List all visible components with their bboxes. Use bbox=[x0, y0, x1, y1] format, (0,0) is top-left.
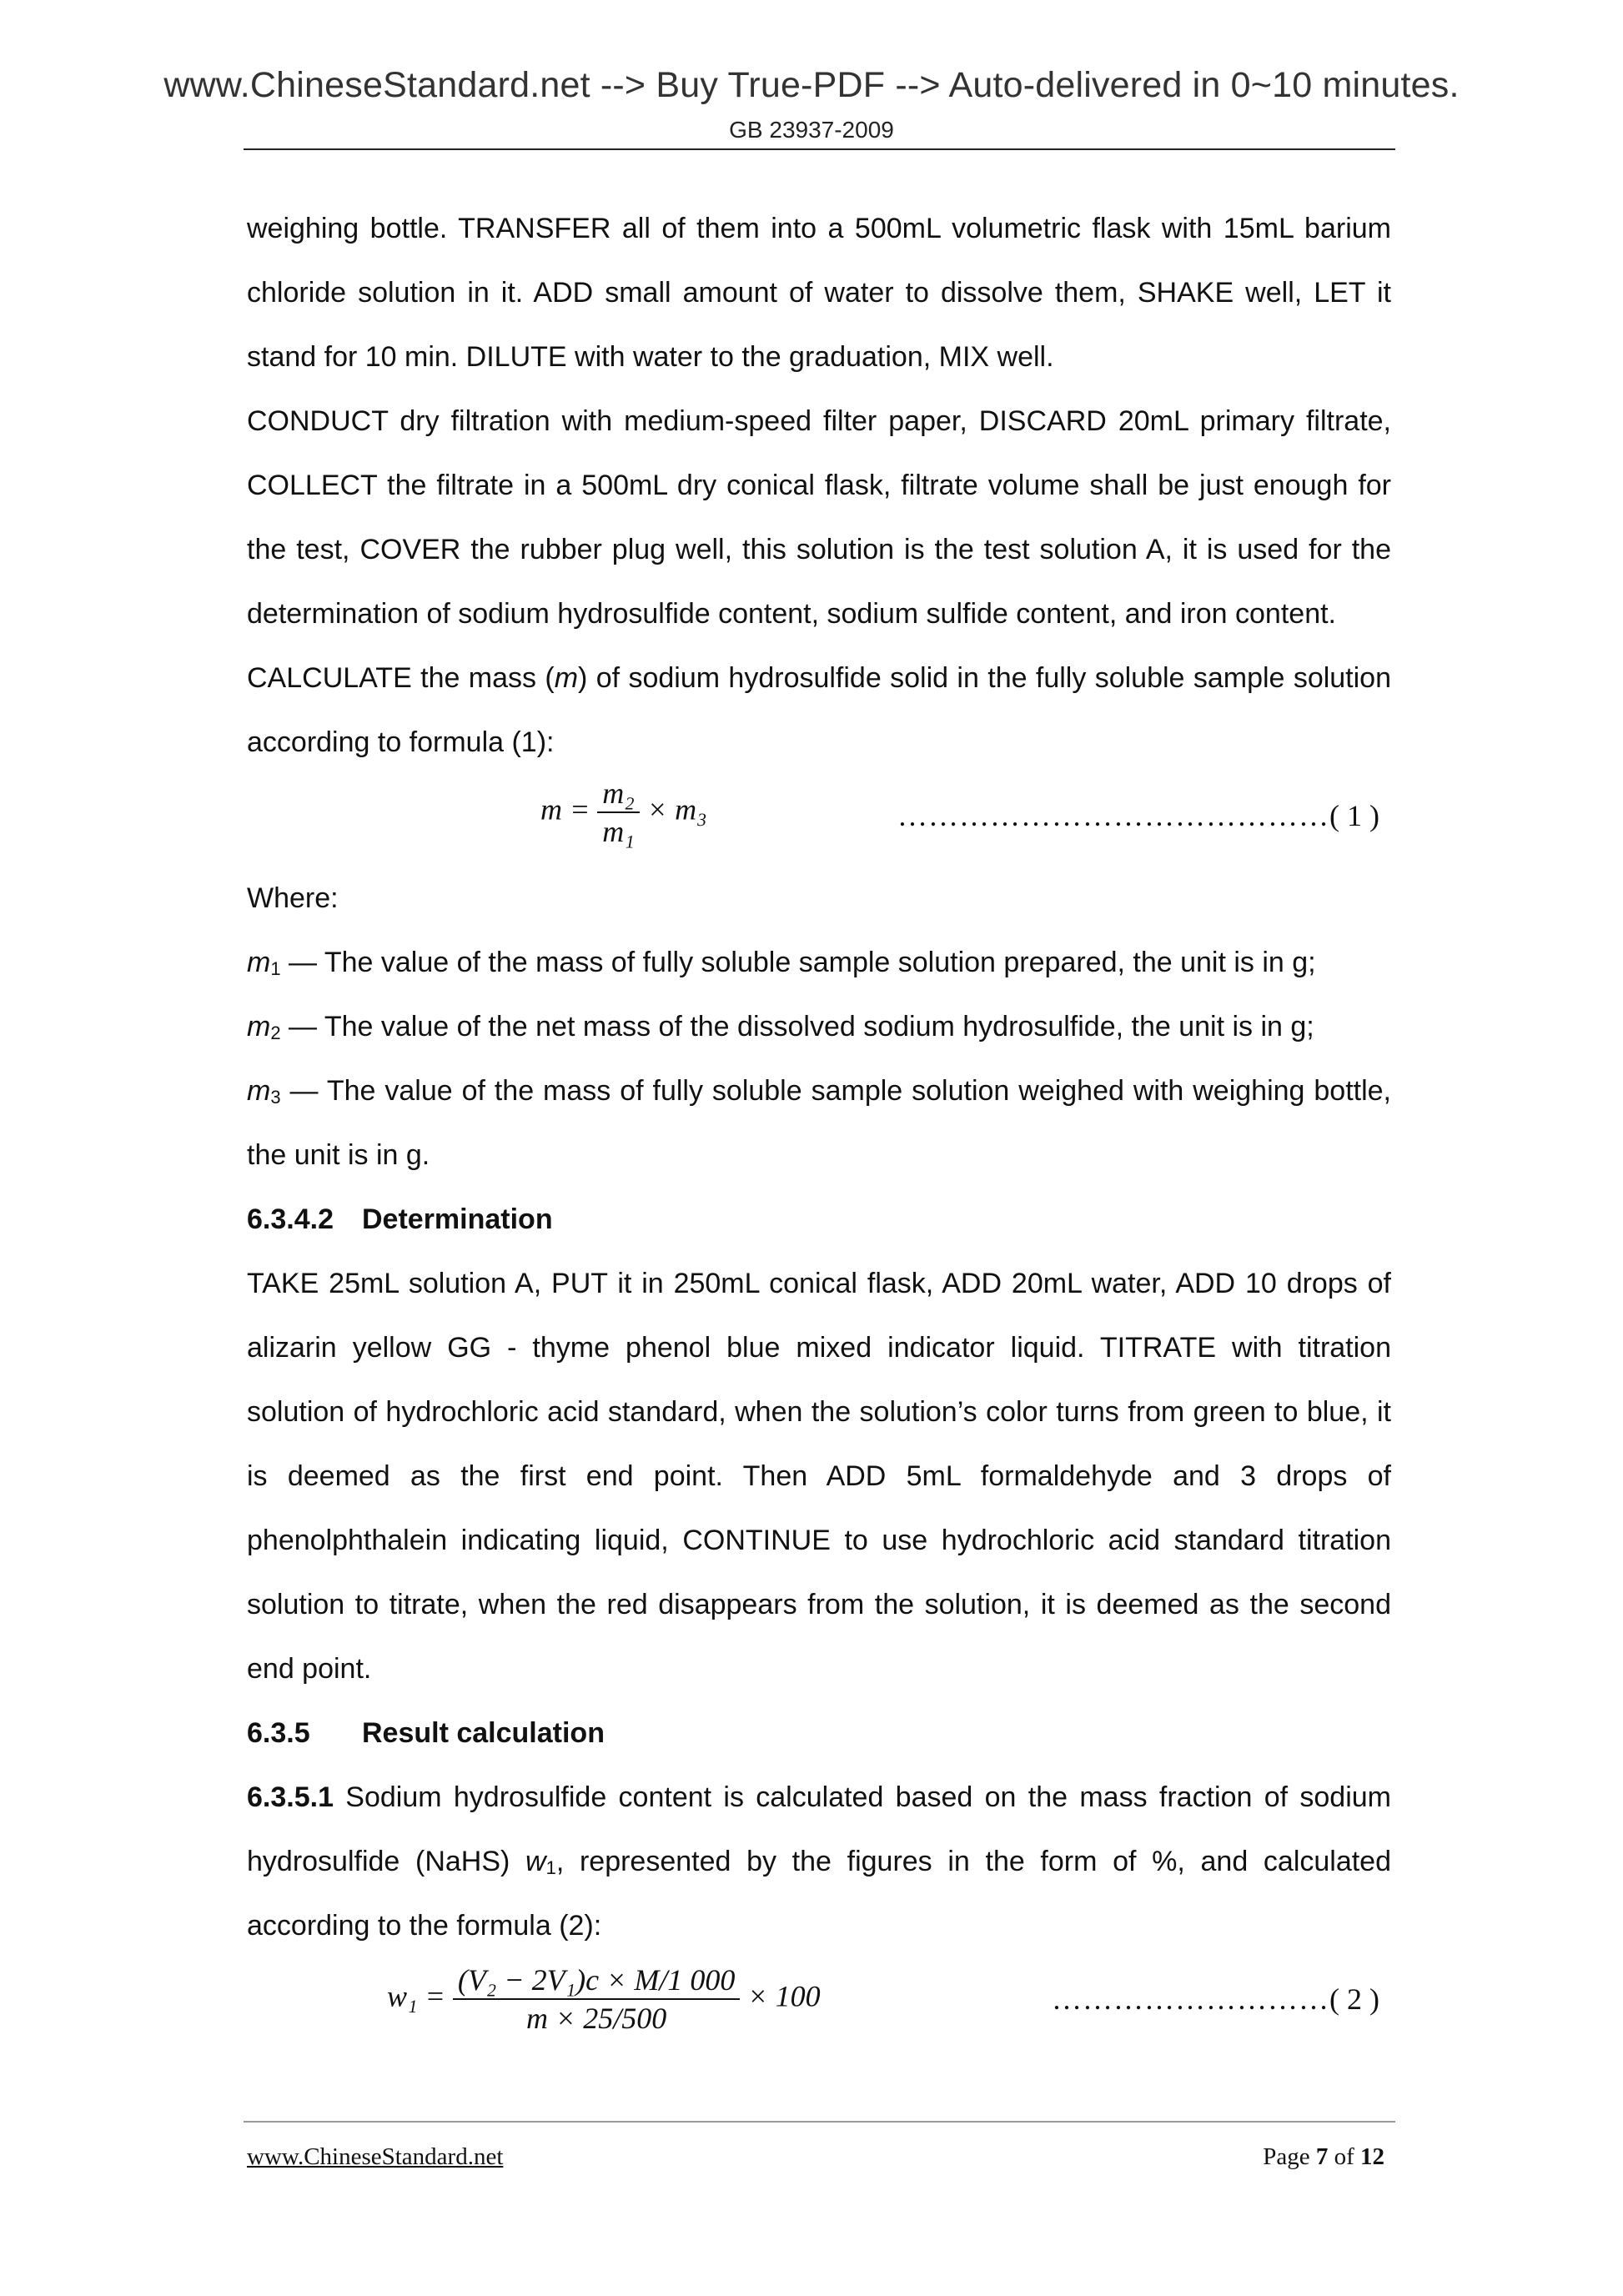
section-number: 6.3.5 bbox=[247, 1717, 310, 1749]
clause-number: 6.3.5.1 bbox=[247, 1781, 334, 1813]
paragraph-5-text-b: , represented by the figures in the form of %, and calculated according to the formula (2): bbox=[247, 1846, 1392, 1942]
definition-m1-symbol: m bbox=[247, 947, 271, 978]
paragraph-3-text-a: CALCULATE the mass ( bbox=[247, 662, 555, 694]
definition-m2-symbol: m bbox=[247, 1011, 271, 1042]
site-banner: www.ChineseStandard.net --> Buy True-PDF --> Auto-delivered in 0~10 minutes. bbox=[163, 65, 1460, 105]
paragraph-3-text-b: ) of sodium hydrosulfide solid in the fully soluble sample solution according to formula (1): bbox=[247, 662, 1392, 758]
paragraph-5-text-a: Sodium hydrosulfide content is calculated based on the mass fraction of sodium hydrosulfide (NaHS) bbox=[247, 1781, 1391, 1877]
definition-m2 bbox=[247, 995, 1391, 1059]
formula-2-number: ( 2 ) bbox=[1329, 1982, 1379, 2016]
section-heading-635 bbox=[247, 1701, 1391, 1766]
document-number: GB 23937-2009 bbox=[729, 117, 894, 143]
paragraph-2: CONDUCT dry filtration with medium-speed filter paper, DISCARD 20mL primary filtrate, COLLECT the filtrate in a 500mL dry conical flask, filtrate volume shall be just enough for the test, COVER the rubber plug well, this solution is the test solution A, it is used for the determination of sodium hydrosulfide content, sodium sulfide content, and iron content. bbox=[247, 405, 1391, 630]
page-indicator bbox=[1263, 2143, 1384, 2171]
definition-m1-subscript: 1 bbox=[270, 958, 281, 979]
variable-w-subscript: 1 bbox=[545, 1857, 556, 1878]
formula-1-lhs: m = bbox=[540, 792, 590, 826]
formula-2-lhs: w₁ = bbox=[387, 1979, 445, 2013]
page-content bbox=[247, 197, 1391, 2050]
paragraph-5 bbox=[247, 1766, 1391, 1958]
footer-rule bbox=[244, 2121, 1395, 2123]
variable-w: w bbox=[525, 1846, 546, 1877]
variable-m: m bbox=[554, 662, 579, 694]
formula-1-number: ( 1 ) bbox=[1329, 799, 1379, 832]
formula-2-rhs: × 100 bbox=[747, 1979, 821, 2013]
header-rule bbox=[244, 148, 1395, 150]
section-title: Determination bbox=[362, 1203, 553, 1235]
paragraph-4: TAKE 25mL solution A, PUT it in 250mL conical flask, ADD 20mL water, ADD 10 drops of alizarin yellow GG - thyme phenol blue mixed indicator liquid. TITRATE with titration solution of hydrochloric acid standard, when the solution’s color turns from green to blue, it is deemed as the first end point. Then ADD 5mL formaldehyde and 3 drops of phenolphthalein indicating liquid, CONTINUE to use hydrochloric acid standard titration solution to titrate, when the red disappears from the solution, it is deemed as the second end point. bbox=[247, 1268, 1391, 1685]
formula-2-fraction bbox=[453, 1962, 741, 2037]
where-label: Where: bbox=[247, 882, 339, 914]
formula-1-leader-dots: …………………………………… bbox=[897, 799, 1330, 832]
section-number: 6.3.4.2 bbox=[247, 1203, 334, 1235]
formula-2-leader-dots: ……………………… bbox=[1052, 1982, 1330, 2016]
formula-1-fraction bbox=[597, 775, 640, 850]
page-of-word: of bbox=[1334, 2143, 1354, 2170]
definition-m1 bbox=[247, 931, 1391, 995]
definition-m3-text: — The value of the mass of fully soluble sample solution weighed with weighing bottle, the unit is in g. bbox=[247, 1075, 1391, 1171]
current-page: 7 bbox=[1315, 2143, 1329, 2170]
formula-2-numerator: (V₂ − 2V₁)c × M/1 000 bbox=[453, 1962, 741, 2000]
formula-1-rhs: × m₃ bbox=[646, 792, 707, 826]
formula-1-denominator: m₁ bbox=[602, 815, 635, 848]
paragraph-3 bbox=[247, 646, 1391, 775]
formula-1-numerator: m₂ bbox=[597, 775, 640, 813]
definition-m3-subscript: 3 bbox=[270, 1087, 281, 1108]
section-heading-6342 bbox=[247, 1188, 1391, 1252]
definition-m2-subscript: 2 bbox=[270, 1022, 281, 1043]
paragraph-1: weighing bottle. TRANSFER all of them into a 500mL volumetric flask with 15mL barium chloride solution in it. ADD small amount of water to dissolve them, SHAKE well, LET it stand for 10 min. DILUTE with water to the graduation, MIX well. bbox=[247, 213, 1391, 373]
footer-site-link[interactable]: www.ChineseStandard.net bbox=[247, 2143, 504, 2170]
formula-1 bbox=[247, 775, 1391, 867]
definition-m2-text: — The value of the net mass of the dissolved sodium hydrosulfide, the unit is in g; bbox=[280, 1011, 1314, 1042]
definition-m3-symbol: m bbox=[247, 1075, 271, 1107]
definition-m3 bbox=[247, 1059, 1391, 1188]
total-pages: 12 bbox=[1360, 2143, 1384, 2170]
section-title: Result calculation bbox=[362, 1717, 605, 1749]
definition-m1-text: — The value of the mass of fully soluble sample solution prepared, the unit is in g; bbox=[280, 947, 1316, 978]
formula-2-denominator: m × 25/500 bbox=[525, 2002, 667, 2035]
page-word: Page bbox=[1263, 2143, 1310, 2170]
formula-2 bbox=[247, 1958, 1391, 2050]
